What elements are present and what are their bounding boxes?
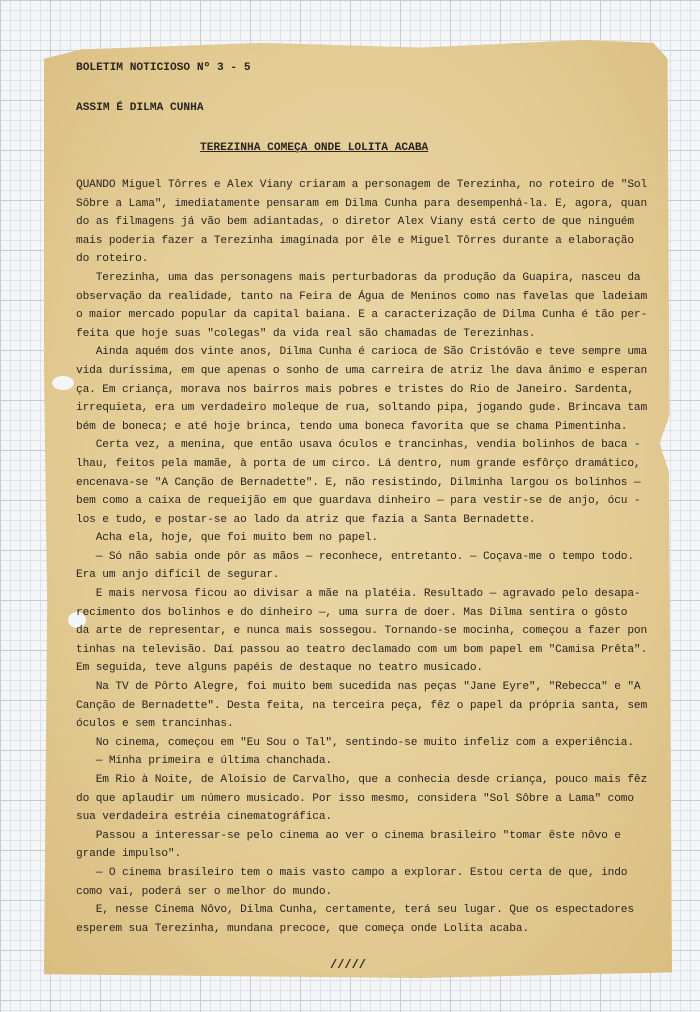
footer-mark: ///// bbox=[330, 958, 367, 972]
text-line: Em seguida, teve alguns papéis de destaque no teatro musicado. bbox=[76, 662, 483, 675]
text-line: Passou a interessar-se pelo cinema ao ver o cinema brasileiro "tomar êste nôvo e bbox=[76, 829, 621, 842]
text-line: vida duríssima, em que apenas o sonho de uma carreira de atriz lhe dava ânimo e esperan bbox=[76, 364, 648, 377]
text-line: óculos e sem trancinhas. bbox=[76, 718, 234, 731]
text-line: irrequieta, era um verdadeiro moleque de rua, soltando pipa, jogando gude. Brincava tam bbox=[76, 402, 648, 415]
text-line: Na TV de Pôrto Alegre, foi muito bem sucedida nas peças "Jane Eyre", "Rebecca" e "A bbox=[76, 681, 641, 694]
text-line: recimento dos bolinhos e do dinheiro —, uma surra de doer. Mas Dilma sentira o gôsto bbox=[76, 606, 628, 619]
text-line: mais poderia fazer a Terezinha imaginada por êle e Miguel Tôrres durante a elaboração bbox=[76, 234, 634, 247]
bulletin-heading: BOLETIM NOTICIOSO Nº 3 - 5 bbox=[76, 62, 251, 74]
text-line: o maior mercado popular da capital baiana. E a caracterização de Dilma Cunha é tão per- bbox=[76, 309, 648, 322]
text-line: Era um anjo difícil de segurar. bbox=[76, 569, 280, 582]
text-line: E mais nervosa ficou ao divisar a mãe na platéia. Resultado — agravado pelo desapa- bbox=[76, 588, 641, 601]
text-line: bem como a caixa de requeijão em que guardava dinheiro — para vestir-se de anjo, ócu - bbox=[76, 495, 641, 508]
text-line: — O cinema brasileiro tem o mais vasto campo a explorar. Estou certa de que, indo bbox=[76, 866, 628, 879]
text-line: encenava-se "A Canção de Bernadette". E, não resistindo, Dilminha largou os bolinhos — bbox=[76, 476, 641, 489]
text-line: do que aplaudir um número musicado. Por isso mesmo, considera "Sol Sôbre a Lama" como bbox=[76, 792, 634, 805]
text-line: los e tudo, e postar-se ao lado da atriz que fazia a Santa Bernadette. bbox=[76, 513, 536, 526]
text-line: Sôbre a Lama", imediatamente pensaram em Dilma Cunha para desempenhá-la. E, agora, quan bbox=[76, 197, 648, 210]
text-line: — Minha primeira e última chanchada. bbox=[76, 755, 332, 768]
text-line: Certa vez, a menina, que então usava óculos e trancinhas, vendia bolinhos de baca - bbox=[76, 439, 641, 452]
article-body bbox=[76, 176, 656, 938]
text-line: tinhas na televisão. Daí passou ao teatro declamado com um bom papel em "Camisa Prêta". bbox=[76, 643, 648, 656]
text-line: bém de boneca; e até hoje brinca, tendo uma boneca favorita que se chama Pimentinha. bbox=[76, 420, 628, 433]
text-line: sua verdadeira estréia cinematográfica. bbox=[76, 811, 332, 824]
text-line: como vai, poderá ser o melhor do mundo. bbox=[76, 885, 332, 898]
text-line: grande impulso". bbox=[76, 848, 182, 861]
text-line: feita que hoje suas "colegas" da vida real são chamadas de Terezinhas. bbox=[76, 327, 536, 340]
text-line: ça. Em criança, morava nos bairros mais pobres e tristes do Rio de Janeiro. Sardenta, bbox=[76, 383, 634, 396]
text-line: — Só não sabia onde pôr as mãos — reconhece, entretanto. — Coçava-me o tempo todo. bbox=[76, 550, 634, 563]
text-line: Canção de Bernadette". Desta feita, na terceira peça, fêz o papel da própria santa, sem bbox=[76, 699, 648, 712]
section-heading: ASSIM É DILMA CUNHA bbox=[76, 102, 204, 114]
text-line: Acha ela, hoje, que foi muito bem no papel. bbox=[76, 532, 378, 545]
text-line: esperem sua Terezinha, mundana precoce, que começa onde Lolita acaba. bbox=[76, 922, 529, 935]
text-line: E, nesse Cinema Nôvo, Dilma Cunha, certamente, terá seu lugar. Que os espectadores bbox=[76, 904, 634, 917]
article-title: TEREZINHA COMEÇA ONDE LOLITA ACABA bbox=[200, 142, 429, 154]
text-line: Ainda aquém dos vinte anos, Dilma Cunha é carioca de São Cristóvão e teve sempre uma bbox=[76, 346, 648, 359]
text-line: Em Rio à Noite, de Aloísio de Carvalho, que a conhecia desde criança, pouco mais fêz bbox=[76, 774, 648, 786]
text-line: da arte de representar, e nunca mais sossegou. Tornando-se mocinha, começou a fazer pon bbox=[76, 625, 648, 638]
text-line: lhau, feitos pela mamãe, à porta de um circo. Lá dentro, num grande esfôrço dramático, bbox=[76, 457, 641, 470]
text-line: Terezinha, uma das personagens mais perturbadoras da produção da Guapira, nasceu da bbox=[76, 271, 641, 284]
text-line: QUANDO Miguel Tôrres e Alex Viany criaram a personagem de Terezinha, no roteiro de "Sol bbox=[76, 179, 648, 191]
text-line: do as filmagens já vão bem adiantadas, o diretor Alex Viany está certo de que ninguém bbox=[76, 216, 634, 229]
text-line: do roteiro. bbox=[76, 253, 149, 266]
text-line: observação da realidade, tanto na Feira de Água de Meninos como nas favelas que ladeiam bbox=[76, 290, 648, 303]
text-line: No cinema, começou em "Eu Sou o Tal", sentindo-se muito infeliz com a experiência. bbox=[76, 736, 634, 749]
punch-hole-1 bbox=[52, 376, 74, 390]
